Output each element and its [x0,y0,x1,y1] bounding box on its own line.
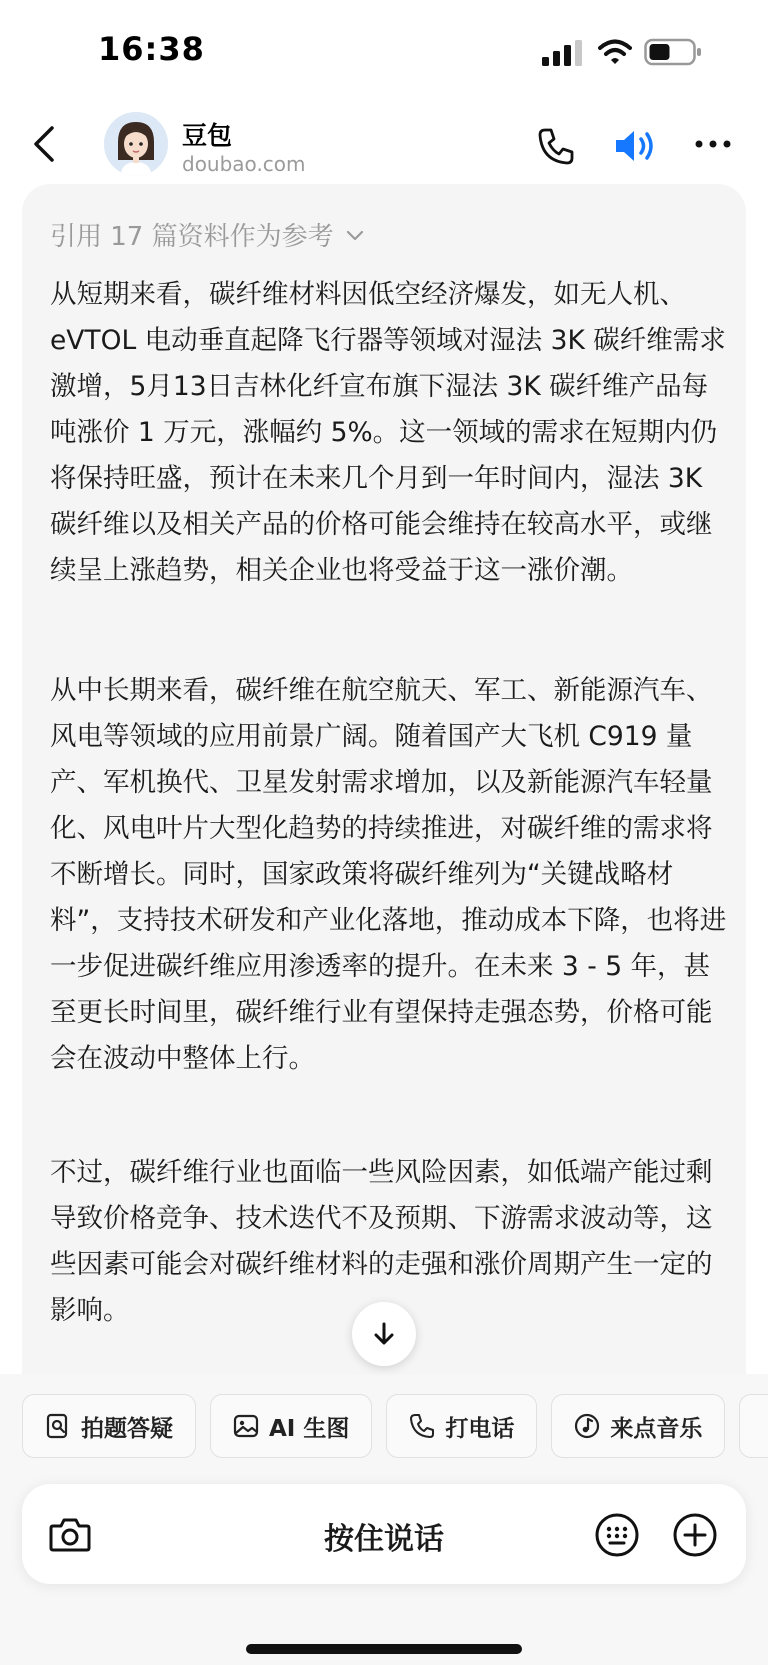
scroll-to-bottom-button[interactable] [352,1302,416,1366]
avatar[interactable] [104,112,168,176]
chip-label: AI 生图 [269,1415,350,1442]
image-icon [233,1413,259,1439]
chip-more-partial[interactable] [739,1394,768,1458]
chip-label: 打电话 [445,1415,515,1442]
input-bar [22,1484,746,1584]
status-time: 16:38 [98,30,205,68]
quick-actions [22,1394,768,1460]
avatar-portrait-icon [104,112,168,176]
back-arrow-icon[interactable] [28,124,64,164]
hold-to-talk-button[interactable]: 按住说话 [324,1522,444,1557]
cellular-signal-icon [542,40,584,66]
chip-phone-call[interactable] [386,1394,537,1458]
speaker-icon[interactable] [612,126,658,166]
chip-photo-question[interactable] [22,1394,196,1458]
bottom-panel [0,1374,768,1665]
more-options-icon[interactable] [694,132,732,156]
wifi-icon [598,38,632,66]
keyboard-icon[interactable] [594,1512,640,1558]
status-bar [0,0,768,100]
message-paragraph-2: 从中长期来看，碳纤维在航空航天、军工、新能源汽车、风电等领域的应用前景广阔。随着国产大飞机 C919 量产、军机换代、卫星发射需求增加，以及新能源汽车轻量化、风电叶片大型化趋势的持续推进，对碳纤维的需求将不断增长。同时，国家政策将碳纤维列为“关键战略材料”，支持技术研发和产业化落地，推动成本下降，也将进一步促进碳纤维应用渗透率的提升。在未来 3 - 5 年，甚至更长时间里，碳纤维行业有望保持走强态势，价格可能会在波动中整体上行。 [50,675,727,1074]
references-toggle[interactable] [50,216,366,253]
chat-subtitle: doubao.com [182,152,306,176]
chat-header [0,104,768,184]
phone-call-icon[interactable] [536,126,576,166]
message-paragraph-1: 从短期来看，碳纤维材料因低空经济爆发，如无人机、eVTOL 电动垂直起降飞行器等领域对湿法 3K 碳纤维需求激增，5月13日吉林化纤宣布旗下湿法 3K 碳纤维产品每吨涨价 1 万元，涨幅约 5%。这一领域的需求在短期内仍将保持旺盛，预计在未来几个月到一年时间内，湿法 3K 碳纤维以及相关产品的价格可能会维持在较高水平，或继续呈上涨趋势，相关企业也将受益于这一涨价潮。 [50,279,726,586]
phone-icon [409,1413,435,1439]
references-label: 引用 17 篇资料作为参考 [50,222,334,252]
assistant-message-bubble [22,184,746,1374]
chip-label: 来点音乐 [610,1415,703,1442]
music-icon [574,1413,600,1439]
message-paragraph-3: 不过，碳纤维行业也面临一些风险因素，如低端产能过剩导致价格竞争、技术迭代不及预期、下游需求波动等，这些因素可能会对碳纤维材料的走强和涨价周期产生一定的影响。 [50,1157,713,1326]
chat-title: 豆包 [182,121,233,150]
plus-icon[interactable] [672,1512,718,1558]
arrow-down-icon [370,1320,398,1348]
chip-label: 拍题答疑 [81,1415,173,1442]
chip-ai-image[interactable] [210,1394,372,1458]
photo-question-icon [45,1413,71,1439]
battery-icon [644,38,702,66]
home-indicator [246,1644,522,1654]
chip-music[interactable] [551,1394,725,1458]
chevron-down-icon [344,224,366,246]
